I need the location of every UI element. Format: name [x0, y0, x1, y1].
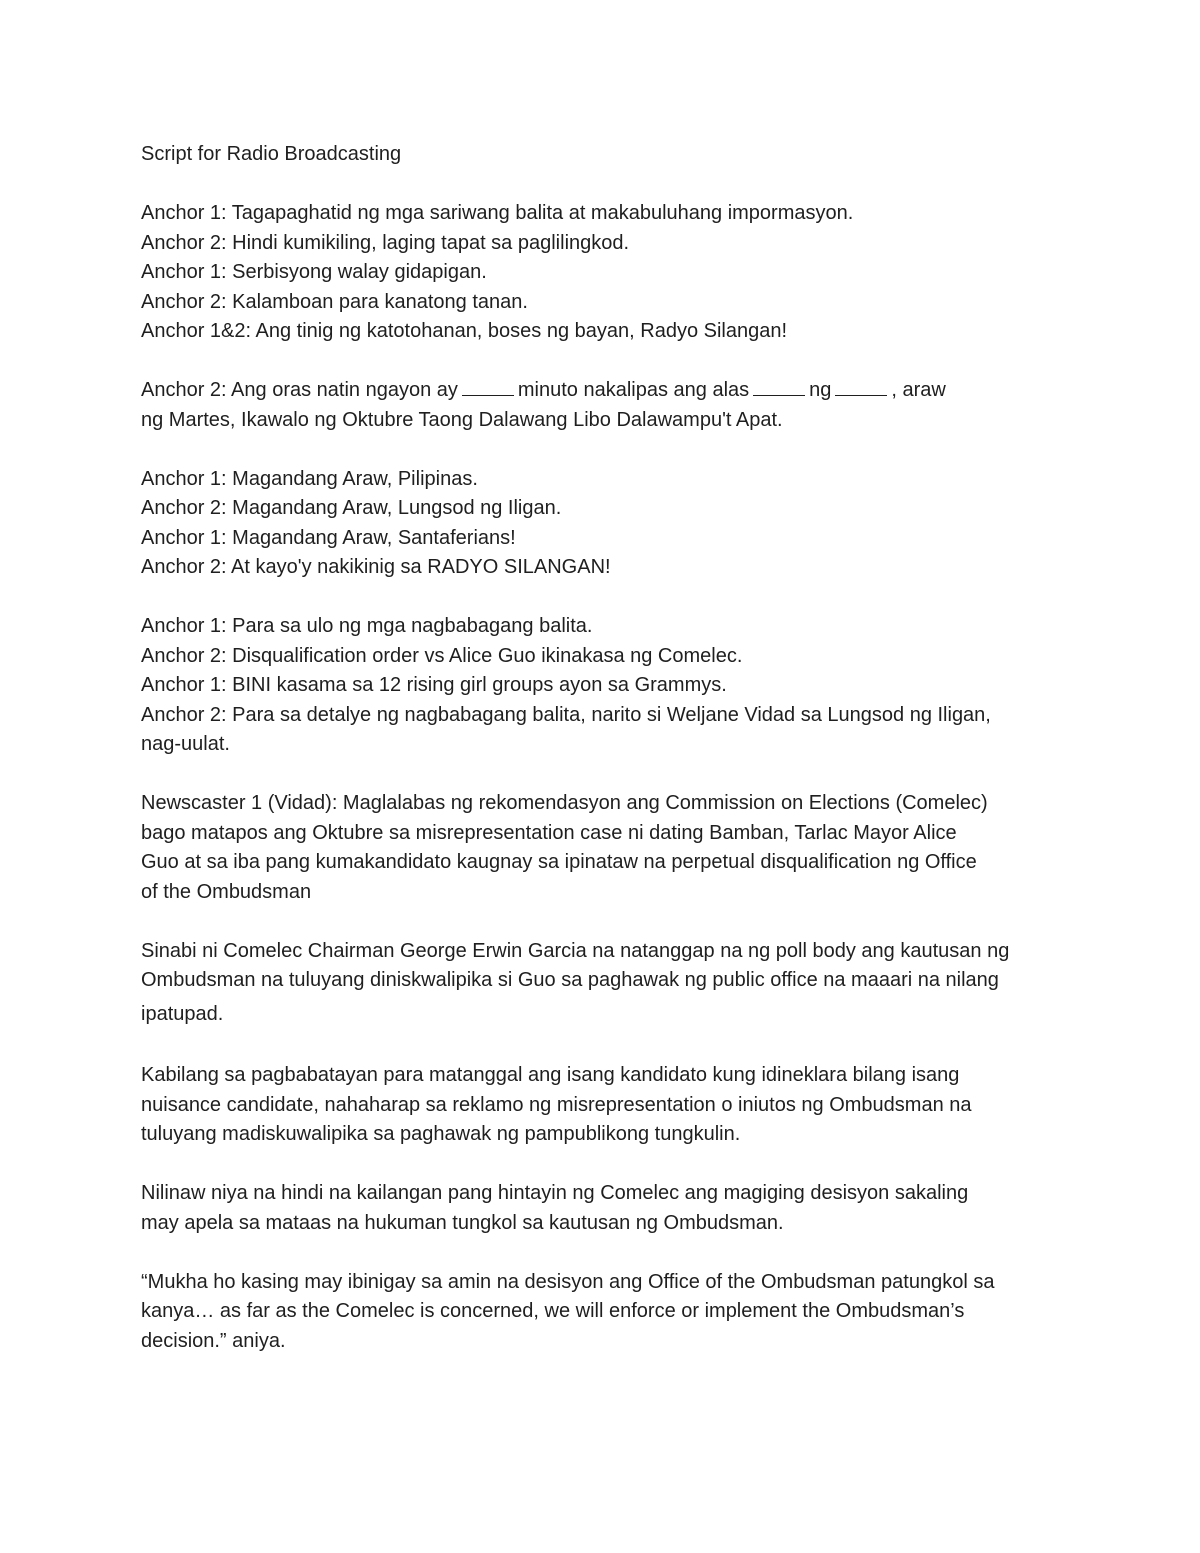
spacer [141, 907, 1071, 937]
script-line: Anchor 1: Serbisyong walay gidapigan. [141, 261, 487, 283]
script-line: Anchor 1: Tagapaghatid ng mga sariwang balita at makabuluhang impormasyon. [141, 202, 854, 224]
spacer [141, 1032, 1071, 1062]
news-paragraph [141, 789, 1071, 907]
script-line: Anchor 2: Magandang Araw, Lungsod ng Iligan. [141, 497, 562, 519]
script-line: Anchor 1: Para sa ulo ng mga nagbabagang balita. [141, 615, 593, 637]
script-line: Anchor 2: Para sa detalye ng nagbabagang balita, narito si Weljane Vidad sa Lungsod ng Iligan, [141, 703, 991, 726]
time-text: , araw [891, 379, 946, 401]
news-paragraph [141, 1061, 1071, 1150]
spacer [141, 583, 1071, 613]
paragraph-line: bago matapos ang Oktubre sa misrepresentation case ni dating Bamban, Tarlac Mayor Alice [141, 821, 957, 844]
paragraph-line: “Mukha ho kasing may ibinigay sa amin na desisyon ang Office of the Ombudsman patungkol sa [141, 1270, 995, 1293]
document-page [141, 140, 1071, 1356]
document-title: Script for Radio Broadcasting [141, 143, 402, 165]
paragraph-line: may apela sa mataas na hukuman tungkol sa kautusan ng Ombudsman. [141, 1211, 784, 1234]
fill-in-blank [462, 381, 514, 396]
script-line: Anchor 2: Hindi kumikiling, laging tapat sa paglilingkod. [141, 231, 630, 254]
paragraph-line: Kabilang sa pagbabatayan para matanggal ang isang kandidato kung idineklara bilang isang [141, 1064, 960, 1086]
paragraph-line: Sinabi ni Comelec Chairman George Erwin Garcia na natanggap na ng poll body ang kautusan ng [141, 939, 1010, 962]
script-line: nag-uulat. [141, 733, 230, 755]
time-line [141, 376, 1071, 406]
spacer [141, 347, 1071, 377]
spacer [141, 760, 1071, 790]
script-line: Anchor 2: Kalamboan para kanatong tanan. [141, 290, 528, 313]
paragraph-line: ipatupad. [141, 1002, 224, 1025]
paragraph-line: nuisance candidate, nahaharap sa reklamo ng misrepresentation o iniutos ng Ombudsman na [141, 1093, 972, 1116]
news-paragraph [141, 1179, 1071, 1238]
paragraph-line: Guo at sa iba pang kumakandidato kaugnay sa ipinataw na perpetual disqualification ng Office [141, 851, 977, 873]
time-text: minuto nakalipas ang alas [517, 379, 750, 401]
script-line: Anchor 2: Disqualification order vs Alice Guo ikinakasa ng Comelec. [141, 644, 743, 667]
time-text: Anchor 2: Ang oras natin ngayon ay [141, 379, 458, 401]
intro-block [141, 199, 1071, 347]
headline-block [141, 612, 1071, 760]
paragraph-line: Nilinaw niya na hindi na kailangan pang hintayin ng Comelec ang magiging desisyon sakaling [141, 1182, 969, 1204]
script-line: Anchor 2: At kayo'y nakikinig sa RADYO SILANGAN! [141, 556, 611, 578]
time-block [141, 376, 1071, 435]
paragraph-line: kanya… as far as the Comelec is concerned, we will enforce or implement the Ombudsman’s [141, 1300, 965, 1322]
greeting-block [141, 465, 1071, 583]
script-line: Anchor 1: BINI kasama sa 12 rising girl groups ayon sa Grammys. [141, 674, 727, 696]
fill-in-blank [753, 381, 805, 396]
news-paragraph [141, 937, 1071, 1032]
script-line: Anchor 1&2: Ang tinig ng katotohanan, boses ng bayan, Radyo Silangan! [141, 320, 788, 342]
time-line-continuation: ng Martes, Ikawalo ng Oktubre Taong Dalawang Libo Dalawampu't Apat. [141, 408, 783, 431]
paragraph-line: Newscaster 1 (Vidad): Maglalabas ng rekomendasyon ang Commission on Elections (Comelec) [141, 792, 988, 814]
paragraph-line: Ombudsman na tuluyang diniskwalipika si Guo sa paghawak ng public office na maaari na nilang [141, 969, 999, 991]
spacer [141, 1150, 1071, 1180]
quote-paragraph [141, 1268, 1071, 1357]
spacer [141, 1238, 1071, 1268]
paragraph-line: of the Ombudsman [141, 880, 312, 903]
paragraph-line: decision.” aniya. [141, 1329, 286, 1352]
paragraph-line: tuluyang madiskuwalipika sa paghawak ng pampublikong tungkulin. [141, 1123, 741, 1145]
script-line: Anchor 1: Magandang Araw, Pilipinas. [141, 467, 478, 490]
spacer [141, 435, 1071, 465]
script-line: Anchor 1: Magandang Araw, Santaferians! [141, 526, 516, 549]
fill-in-blank [835, 381, 887, 396]
spacer [141, 170, 1071, 200]
time-text: ng [809, 379, 832, 401]
